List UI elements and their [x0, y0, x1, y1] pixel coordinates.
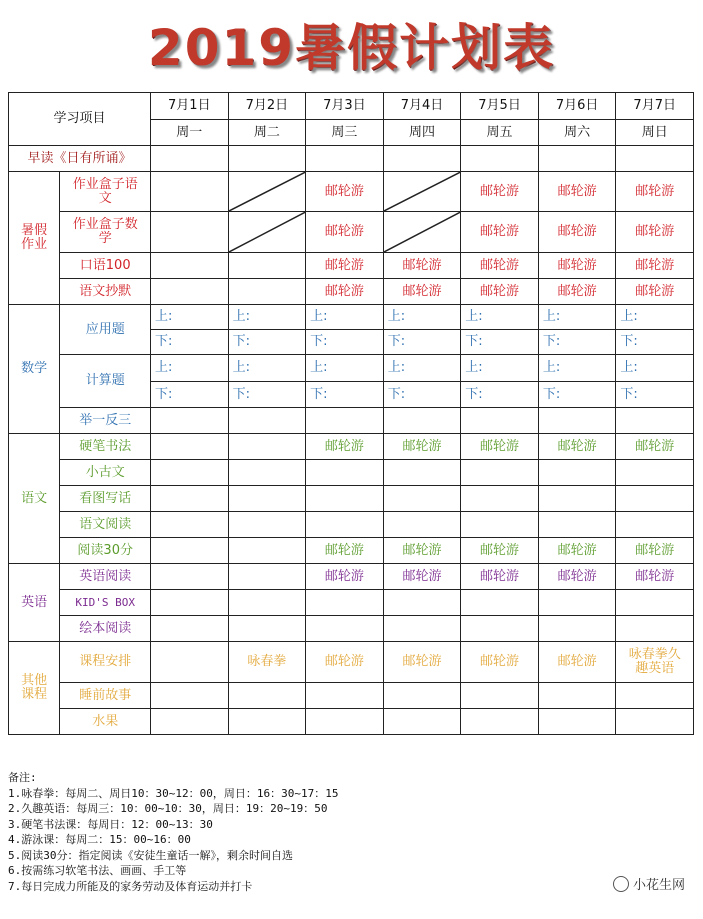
cell	[383, 683, 461, 709]
cell: 邮轮游	[461, 279, 539, 305]
cell	[151, 434, 229, 460]
cell-am: 上:	[538, 355, 616, 382]
wechat-icon	[613, 876, 629, 892]
cell	[151, 642, 229, 683]
cell	[616, 616, 694, 642]
cell	[306, 683, 384, 709]
crossed-cell	[228, 172, 306, 212]
cell	[538, 709, 616, 735]
cell	[228, 253, 306, 279]
note-line: 2.久趣英语：每周三：10：00~10：30，周日：19：20~19：50	[8, 802, 328, 815]
date-header: 7月3日	[306, 93, 384, 120]
cell: 邮轮游	[306, 434, 384, 460]
cell	[151, 253, 229, 279]
cell	[306, 146, 384, 172]
cell	[151, 616, 229, 642]
cell-am: 上:	[538, 305, 616, 330]
cell	[383, 146, 461, 172]
row-label-picture: 看图写话	[60, 486, 151, 512]
row-label-read30: 阅读30分	[60, 538, 151, 564]
cell	[151, 146, 229, 172]
date-header: 7月1日	[151, 93, 229, 120]
cell: 邮轮游	[461, 564, 539, 590]
section-other: 其他课程	[9, 642, 60, 735]
note-line: 7.每日完成力所能及的家务劳动及体育运动并打卡	[8, 879, 253, 893]
cell	[461, 616, 539, 642]
cell	[228, 538, 306, 564]
cell	[461, 512, 539, 538]
cell	[306, 616, 384, 642]
cell	[306, 590, 384, 616]
corner-header: 学习项目	[9, 93, 151, 146]
section-math: 数学	[9, 305, 60, 434]
cell	[151, 172, 229, 212]
weekday-header: 周日	[616, 120, 694, 146]
cell: 邮轮游	[616, 279, 694, 305]
cell-am: 上:	[616, 355, 694, 382]
cell: 邮轮游	[383, 642, 461, 683]
cell	[461, 709, 539, 735]
cell: 邮轮游	[461, 538, 539, 564]
cell-am: 上:	[151, 305, 229, 330]
cell	[151, 512, 229, 538]
watermark	[613, 874, 685, 893]
cell: 邮轮游	[538, 253, 616, 279]
cell: 邮轮游	[538, 212, 616, 253]
row-label-analogy: 举一反三	[60, 408, 151, 434]
section-english: 英语	[9, 564, 60, 642]
crossed-cell	[383, 172, 461, 212]
weekday-header: 周二	[228, 120, 306, 146]
cell	[228, 512, 306, 538]
cell	[461, 590, 539, 616]
cell: 邮轮游	[538, 434, 616, 460]
plan-table	[8, 92, 694, 735]
row-label-hw-chinese: 作业盒子语文	[60, 172, 151, 212]
cell	[383, 512, 461, 538]
cell	[228, 683, 306, 709]
weekday-header: 周五	[461, 120, 539, 146]
cell	[616, 460, 694, 486]
row-label-story: 睡前故事	[60, 683, 151, 709]
cell: 邮轮游	[383, 564, 461, 590]
cell: 邮轮游	[616, 212, 694, 253]
row-label-calc-q: 计算题	[60, 355, 151, 408]
cell-pm: 下:	[306, 382, 384, 408]
cell	[151, 279, 229, 305]
cell-am: 上:	[228, 305, 306, 330]
cell: 邮轮游	[616, 434, 694, 460]
cell	[306, 486, 384, 512]
cell-pm: 下:	[538, 382, 616, 408]
row-label-eng-read: 英语阅读	[60, 564, 151, 590]
note-line: 6.按需练习软笔书法、画画、手工等	[8, 864, 187, 877]
cell: 邮轮游	[538, 538, 616, 564]
cell-pm: 下:	[616, 382, 694, 408]
cell	[151, 460, 229, 486]
cell	[538, 408, 616, 434]
cell: 邮轮游	[461, 434, 539, 460]
cell-pm: 下:	[461, 330, 539, 355]
cell: 邮轮游	[383, 279, 461, 305]
cell-pm: 下:	[461, 382, 539, 408]
row-label-oral: 口语100	[60, 253, 151, 279]
cell-am: 上:	[461, 305, 539, 330]
cell	[151, 590, 229, 616]
note-line: 3.硬笔书法课：每周日：12：00~13：30	[8, 817, 213, 831]
row-label-copy: 语文抄默	[60, 279, 151, 305]
cell	[151, 683, 229, 709]
cell	[228, 590, 306, 616]
notes	[8, 770, 568, 894]
cell	[383, 616, 461, 642]
cell-pm: 下:	[228, 382, 306, 408]
row-label-picbook: 绘本阅读	[60, 616, 151, 642]
cell	[383, 460, 461, 486]
cell: 邮轮游	[383, 434, 461, 460]
cell: 邮轮游	[306, 538, 384, 564]
cell	[538, 616, 616, 642]
cell	[151, 564, 229, 590]
cell-am: 上:	[616, 305, 694, 330]
watermark-text: 小花生网	[632, 878, 685, 893]
cell-pm: 下:	[616, 330, 694, 355]
cell: 咏春拳久趣英语	[616, 642, 694, 683]
cell: 邮轮游	[461, 212, 539, 253]
cell: 邮轮游	[538, 564, 616, 590]
cell	[616, 512, 694, 538]
date-header: 7月2日	[228, 93, 306, 120]
date-header: 7月5日	[461, 93, 539, 120]
cell	[228, 434, 306, 460]
cell	[616, 408, 694, 434]
cell-pm: 下:	[151, 382, 229, 408]
date-header: 7月4日	[383, 93, 461, 120]
cell: 邮轮游	[616, 253, 694, 279]
cell-pm: 下:	[228, 330, 306, 355]
row-label-morning-read: 早读《日有所诵》	[9, 146, 151, 172]
cell	[306, 460, 384, 486]
cell-am: 上:	[383, 355, 461, 382]
cell: 邮轮游	[306, 212, 384, 253]
cell-am: 上:	[383, 305, 461, 330]
cell-pm: 下:	[306, 330, 384, 355]
cell-pm: 下:	[151, 330, 229, 355]
cell: 邮轮游	[616, 564, 694, 590]
cell	[228, 460, 306, 486]
cell	[538, 590, 616, 616]
row-label-fruit: 水果	[60, 709, 151, 735]
cell	[616, 146, 694, 172]
cell: 邮轮游	[616, 172, 694, 212]
cell	[461, 683, 539, 709]
cell	[306, 512, 384, 538]
cell: 邮轮游	[461, 642, 539, 683]
cell	[538, 512, 616, 538]
cell-pm: 下:	[383, 330, 461, 355]
row-label-reading: 语文阅读	[60, 512, 151, 538]
cell	[151, 486, 229, 512]
cell	[228, 146, 306, 172]
note-line: 5.阅读30分：指定阅读《安徒生童话一解》，剩余时间自选	[8, 848, 293, 862]
cell	[151, 709, 229, 735]
crossed-cell	[383, 212, 461, 253]
cell-pm: 下:	[383, 382, 461, 408]
cell	[151, 538, 229, 564]
cell	[538, 146, 616, 172]
page-title: 2019暑假计划表	[147, 19, 556, 77]
cell	[461, 146, 539, 172]
note-line: 4.游泳课：每周二：15：00~16：00	[8, 833, 191, 846]
cell	[616, 683, 694, 709]
date-header: 7月7日	[616, 93, 694, 120]
note-line: 1.咏春拳：每周二、周日10：30~12：00，周日：16：30~17：15	[8, 786, 339, 800]
cell	[616, 590, 694, 616]
cell	[383, 590, 461, 616]
cell	[383, 709, 461, 735]
cell-pm: 下:	[538, 330, 616, 355]
cell	[228, 486, 306, 512]
date-header: 7月6日	[538, 93, 616, 120]
row-label-course: 课程安排	[60, 642, 151, 683]
cell: 邮轮游	[538, 279, 616, 305]
cell-am: 上:	[306, 305, 384, 330]
cell: 邮轮游	[306, 279, 384, 305]
section-chinese: 语文	[9, 434, 60, 564]
cell: 邮轮游	[383, 253, 461, 279]
cell	[228, 616, 306, 642]
cell	[228, 408, 306, 434]
weekday-header: 周六	[538, 120, 616, 146]
cell	[538, 460, 616, 486]
row-label-classic: 小古文	[60, 460, 151, 486]
cell: 邮轮游	[383, 538, 461, 564]
cell: 咏春拳	[228, 642, 306, 683]
cell	[616, 709, 694, 735]
cell	[306, 408, 384, 434]
cell: 邮轮游	[538, 172, 616, 212]
weekday-header: 周一	[151, 120, 229, 146]
cell	[461, 460, 539, 486]
cell: 邮轮游	[306, 564, 384, 590]
cell-am: 上:	[461, 355, 539, 382]
cell	[461, 486, 539, 512]
notes-title: 备注:	[8, 771, 37, 784]
cell	[383, 408, 461, 434]
cell	[461, 408, 539, 434]
row-label-hw-math: 作业盒子数学	[60, 212, 151, 253]
cell	[383, 486, 461, 512]
row-label-app-q: 应用题	[60, 305, 151, 355]
cell-am: 上:	[306, 355, 384, 382]
cell: 邮轮游	[538, 642, 616, 683]
cell	[538, 683, 616, 709]
cell: 邮轮游	[306, 253, 384, 279]
cell	[306, 709, 384, 735]
section-summer-hw: 暑假作业	[9, 172, 60, 305]
weekday-header: 周三	[306, 120, 384, 146]
cell: 邮轮游	[306, 172, 384, 212]
cell: 邮轮游	[461, 172, 539, 212]
cell	[228, 564, 306, 590]
cell	[151, 408, 229, 434]
cell: 邮轮游	[461, 253, 539, 279]
row-label-kidsbox: KID'S BOX	[60, 590, 151, 616]
cell	[151, 212, 229, 253]
cell	[538, 486, 616, 512]
crossed-cell	[228, 212, 306, 253]
cell: 邮轮游	[616, 538, 694, 564]
cell	[228, 709, 306, 735]
cell: 邮轮游	[306, 642, 384, 683]
cell-am: 上:	[228, 355, 306, 382]
cell	[228, 279, 306, 305]
row-label-pen: 硬笔书法	[60, 434, 151, 460]
cell	[616, 486, 694, 512]
weekday-header: 周四	[383, 120, 461, 146]
cell-am: 上:	[151, 355, 229, 382]
